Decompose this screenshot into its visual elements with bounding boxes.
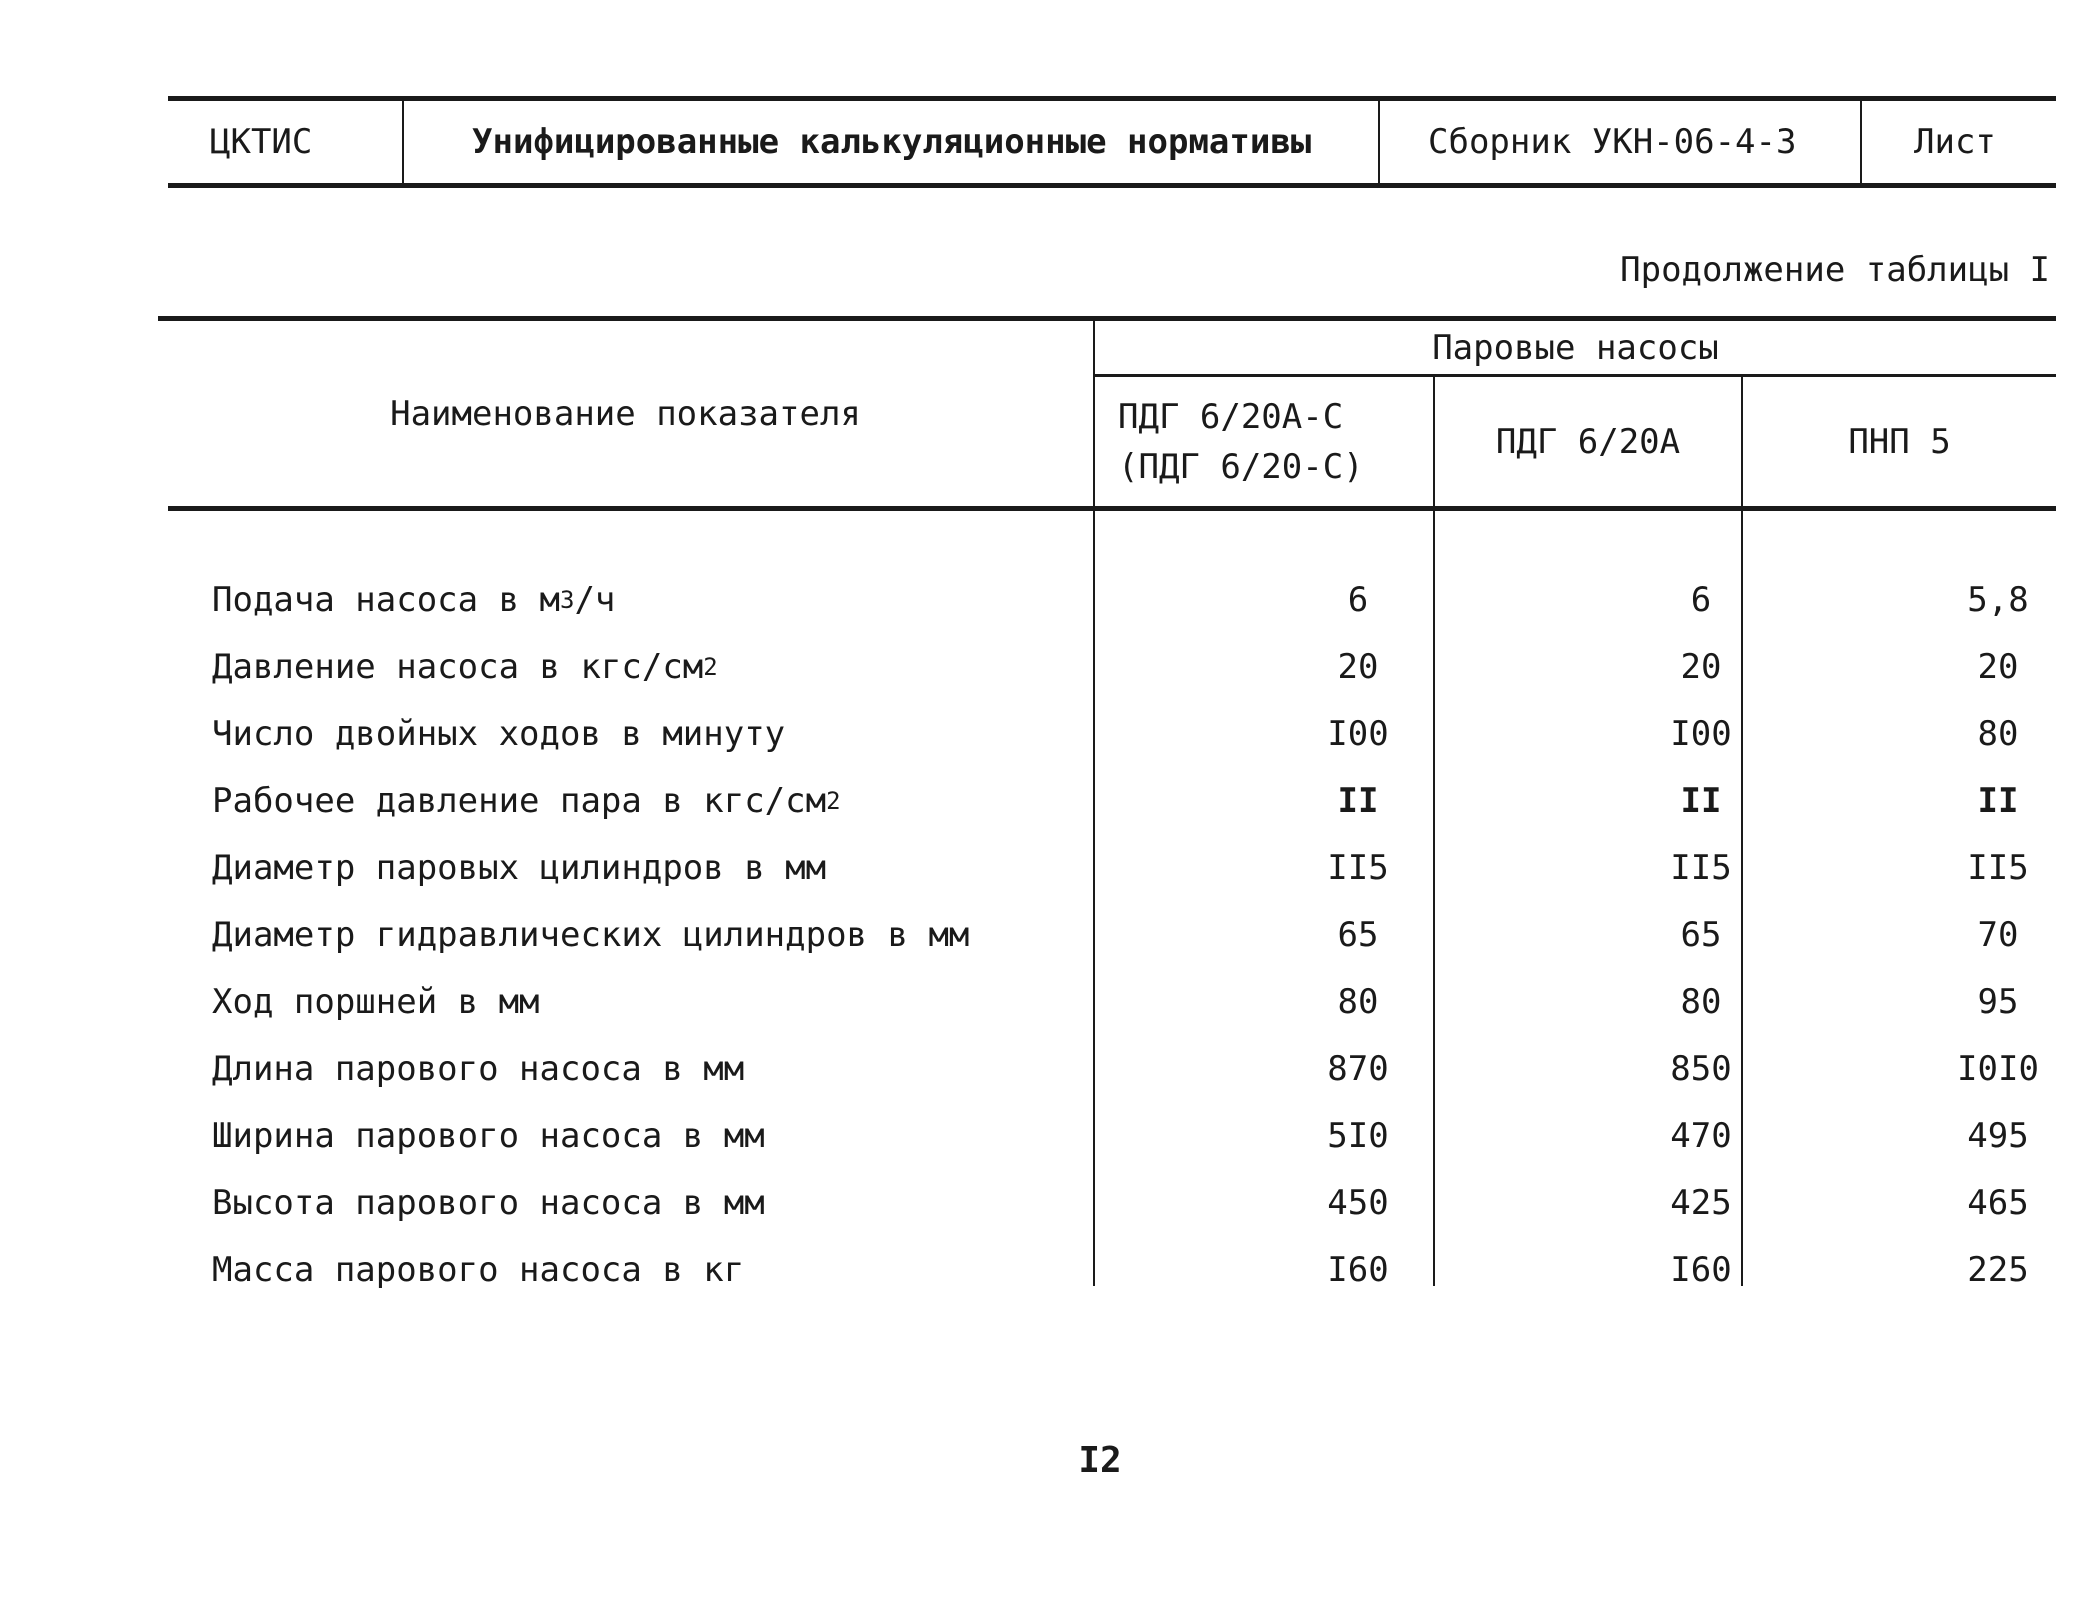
cell-value: 870 (1327, 1048, 1389, 1089)
cell-value: 425 (1670, 1182, 1732, 1223)
cell-value: 95 (1977, 981, 2019, 1022)
column-header-3: ПНП 5 (1848, 421, 1951, 462)
header-bottom-rule (168, 506, 2056, 511)
cell-value: 20 (1337, 646, 1379, 687)
cell-value: 450 (1327, 1182, 1389, 1223)
stamp-org: ЦКТИС (168, 101, 404, 183)
cell-value: 6 (1347, 579, 1369, 620)
table-row (158, 901, 2056, 968)
cell-value: 5,8 (1967, 579, 2029, 620)
cell-value: 495 (1967, 1115, 2029, 1156)
cell-value: II (1977, 780, 2019, 821)
row-label: Масса парового насоса в кг (212, 1249, 745, 1290)
table-row (158, 1102, 2056, 1169)
stamp-title: Унифицированные калькуляционные нормативы (404, 101, 1380, 183)
cell-value: 5I0 (1327, 1115, 1389, 1156)
cell-value: 65 (1337, 914, 1379, 955)
cell-value: I60 (1670, 1249, 1732, 1290)
cell-value: II5 (1967, 847, 2029, 888)
stamp-collection: Сборник УКН-06-4-3 (1380, 101, 1862, 183)
cell-value: 20 (1680, 646, 1722, 687)
name-column-header: Наименование показателя (390, 393, 861, 434)
row-label: Высота парового насоса в мм (212, 1182, 765, 1223)
row-label: Ширина парового насоса в мм (212, 1115, 765, 1156)
cell-value: 70 (1977, 914, 2019, 955)
table-row (158, 566, 2056, 633)
table-row (158, 1236, 2056, 1303)
cell-value: II5 (1670, 847, 1732, 888)
table-row (158, 1169, 2056, 1236)
row-label: Диаметр гидравлических цилиндров в мм (212, 914, 970, 955)
row-label: Ход поршней в мм (212, 981, 540, 1022)
cell-value: 6 (1690, 579, 1712, 620)
cell-value: 225 (1967, 1249, 2029, 1290)
table-row (158, 1035, 2056, 1102)
table-row (158, 700, 2056, 767)
cell-value: I00 (1327, 713, 1389, 754)
row-label: Давление насоса в кгс/см 2 (212, 646, 718, 687)
cell-value: 470 (1670, 1115, 1732, 1156)
cell-value: 80 (1977, 713, 2019, 754)
column-header-2: ПДГ 6/20А (1495, 421, 1681, 462)
page-number: I2 (1078, 1440, 1122, 1481)
table-row (158, 633, 2056, 700)
cell-value: 80 (1337, 981, 1379, 1022)
cell-value: II (1337, 780, 1379, 821)
cell-value: 850 (1670, 1048, 1732, 1089)
cell-value: II5 (1327, 847, 1389, 888)
table-row (158, 968, 2056, 1035)
column-header-1-line1: ПДГ 6/20А-С (1118, 396, 1344, 437)
cell-value: 65 (1680, 914, 1722, 955)
row-label: Длина парового насоса в мм (212, 1048, 745, 1089)
column-header-1 (1118, 377, 1428, 506)
row-label: Число двойных ходов в минуту (212, 713, 786, 754)
cell-value: II (1680, 780, 1722, 821)
table-body (158, 566, 2056, 1303)
table-row (158, 767, 2056, 834)
column-header-1-line2: (ПДГ 6/20-С) (1118, 446, 1364, 487)
table-row (158, 834, 2056, 901)
cell-value: 80 (1680, 981, 1722, 1022)
row-label: Подача насоса в м 3 /ч (212, 579, 616, 620)
cell-value: I60 (1327, 1249, 1389, 1290)
cell-value: I00 (1670, 713, 1732, 754)
stamp-sheet: Лист (1914, 122, 1996, 162)
group-header: Паровые насосы (1432, 327, 1719, 368)
table-caption: Продолжение таблицы I (1620, 250, 2050, 290)
header-stamp (168, 96, 2056, 188)
cell-value: I0I0 (1957, 1048, 2039, 1089)
cell-value: 20 (1977, 646, 2019, 687)
row-label: Диаметр паровых цилиндров в мм (212, 847, 827, 888)
row-label: Рабочее давление пара в кгс/см 2 (212, 780, 841, 821)
cell-value: 465 (1967, 1182, 2029, 1223)
